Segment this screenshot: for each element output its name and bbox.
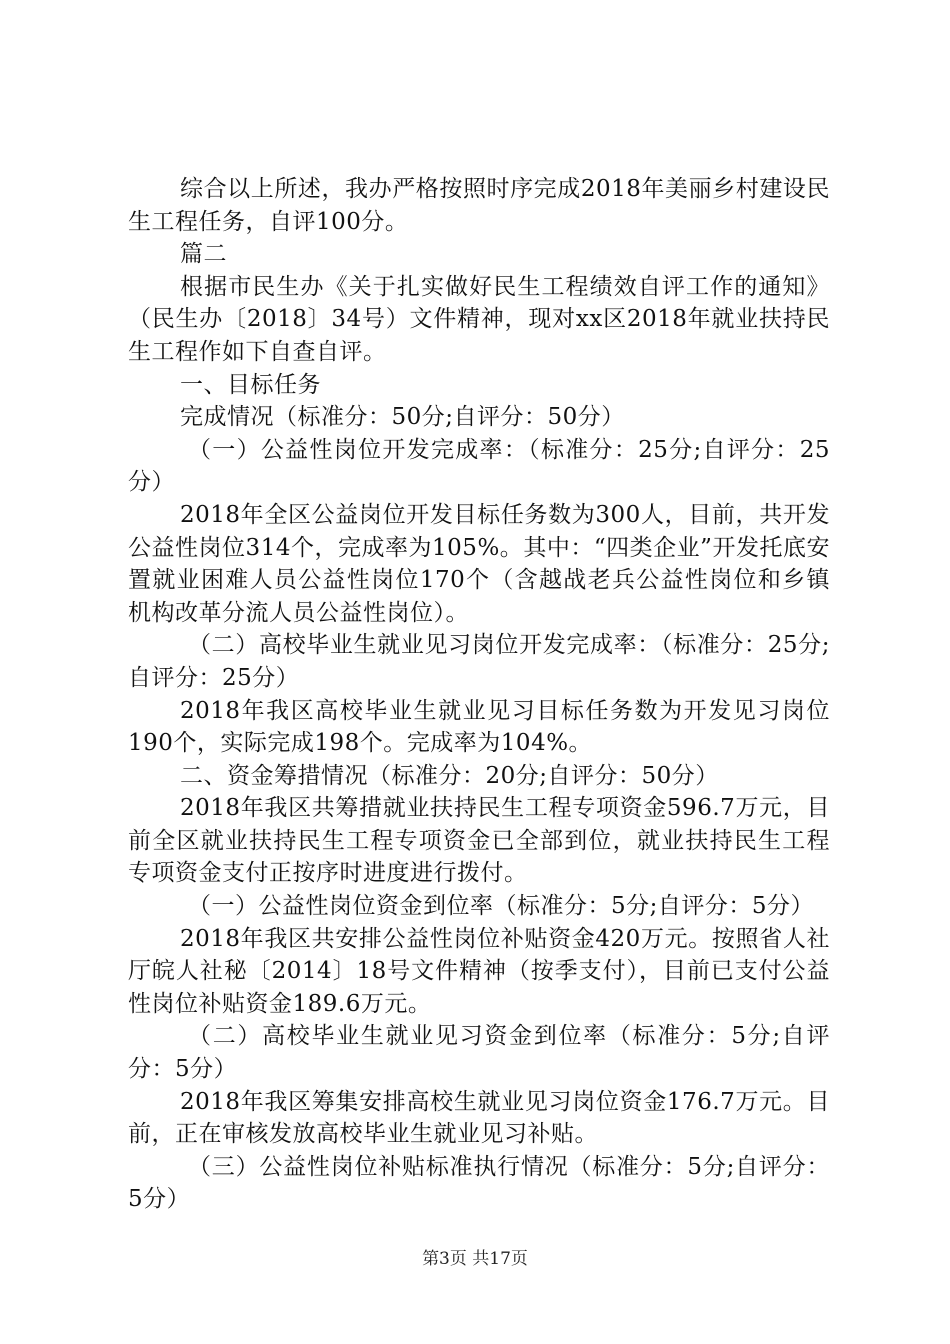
- paragraph: 2018年我区共安排公益性岗位补贴资金420万元。按照省人社厅皖人社秘〔2014〕18号文件精神（按季支付），目前已支付公益性岗位补贴资金189.6万元。: [128, 925, 830, 1017]
- paragraph: 2018年全区公益岗位开发目标任务数为300人，目前，共开发公益性岗位314个，完成率为105%。其中：“四类企业”开发托底安置就业困难人员公益性岗位170个（含越战老兵公益性岗位和乡镇机构改革分流人员公益性岗位）。: [128, 501, 830, 626]
- paragraph: 篇二: [180, 241, 227, 268]
- subsection-heading: （二）高校毕业生就业见习岗位开发完成率：（标准分：25分;自评分：25分）: [128, 632, 830, 691]
- subsection-heading: （一）公益性岗位资金到位率（标准分：5分;自评分：5分）: [188, 893, 815, 920]
- paragraph: 2018年我区筹集安排高校生就业见习岗位资金176.7万元。目前，正在审核发放高校毕业生就业见习补贴。: [128, 1088, 830, 1148]
- subsection-heading: （三）公益性岗位补贴标准执行情况（标准分：5分;自评分：5分）: [128, 1153, 830, 1213]
- section-heading: 一、目标任务: [180, 371, 321, 398]
- page-footer: 第3页 共17页: [422, 1249, 528, 1269]
- paragraph: 综合以上所述，我办严格按照时序完成2018年美丽乡村建设民生工程任务，自评100分。: [128, 176, 830, 235]
- subsection-heading: （二）高校毕业生就业见习资金到位率（标准分：5分;自评分：5分）: [128, 1023, 830, 1083]
- section-heading: 二、资金筹措情况（标准分：20分;自评分：50分）: [180, 762, 719, 789]
- subsection-heading: （一）公益性岗位开发完成率：（标准分：25分;自评分：25分）: [128, 436, 830, 496]
- paragraph: 根据市民生办《关于扎实做好民生工程绩效自评工作的通知》（民生办〔2018〕34号）文件精神，现对xx区2018年就业扶持民生工程作如下自查自评。: [128, 273, 830, 365]
- document-body: [128, 173, 830, 1216]
- paragraph: 2018年我区高校毕业生就业见习目标任务数为开发见习岗位190个，实际完成198个。完成率为104%。: [128, 697, 830, 757]
- paragraph: 完成情况（标准分：50分;自评分：50分）: [180, 404, 625, 431]
- paragraph: 2018年我区共筹措就业扶持民生工程专项资金596.7万元，目前全区就业扶持民生工程专项资金已全部到位，就业扶持民生工程专项资金支付正按序时进度进行拨付。: [128, 795, 830, 887]
